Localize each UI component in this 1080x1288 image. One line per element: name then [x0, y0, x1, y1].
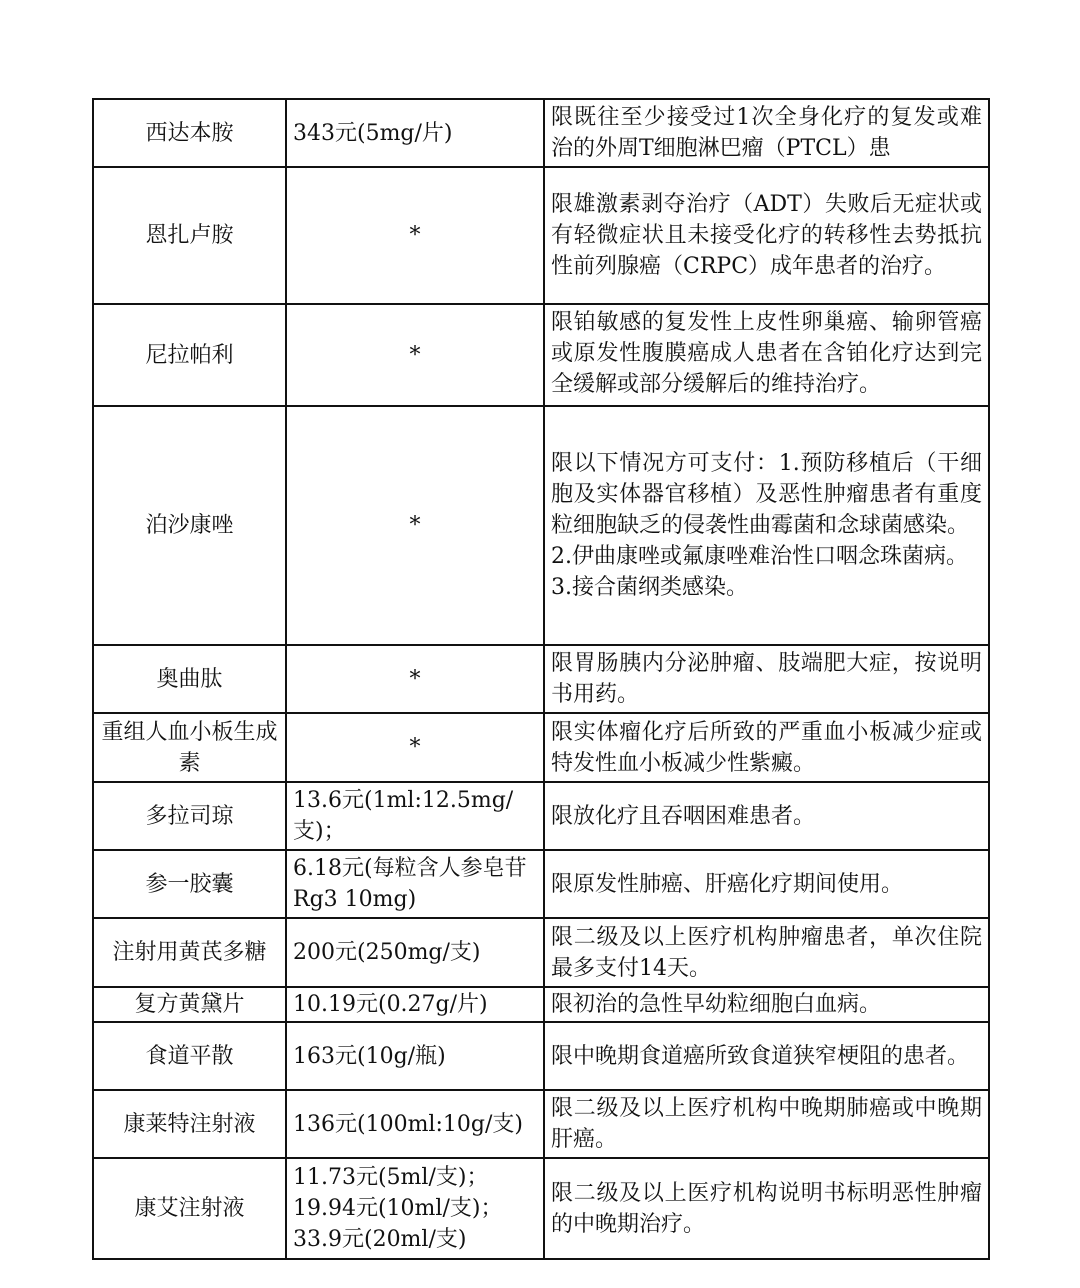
drug-name: 多拉司琼	[93, 782, 286, 850]
drug-price: 136元(100ml:10g/支)	[286, 1090, 544, 1158]
condition-text: 限既往至少接受过1次全身化疗的复发或难治的外周T细胞淋巴瘤（PTCL）患	[551, 105, 982, 161]
condition-text: 限铂敏感的复发性上皮性卵巢癌、输卵管癌或原发性腹膜癌成人患者在含铂化疗达到完全缓解或部分缓解后的维持治疗。	[551, 310, 982, 397]
drug-price: 343元(5mg/片)	[286, 99, 544, 167]
drug-name: 参一胶囊	[93, 850, 286, 918]
price-line-1: 11.73元(5ml/支)；	[293, 1165, 489, 1190]
table-row	[93, 1022, 989, 1090]
drug-name: 注射用黄芪多糖	[93, 918, 286, 987]
table-row	[93, 1090, 989, 1158]
payment-condition: 限雄激素剥夺治疗（ADT）失败后无症状或有轻微症状且未接受化疗的转移性去势抵抗性前列腺癌（CRPC）成年患者的治疗。	[544, 167, 989, 304]
drug-price	[286, 1158, 544, 1259]
drug-name: 奥曲肽	[93, 645, 286, 713]
drug-name: 重组人血小板生成素	[93, 713, 286, 782]
table-row	[93, 99, 989, 167]
payment-condition	[544, 304, 989, 406]
drug-name: 泊沙康唑	[93, 406, 286, 645]
payment-condition	[544, 406, 989, 645]
table-row	[93, 1158, 989, 1259]
drug-name: 复方黄黛片	[93, 987, 286, 1022]
payment-condition: 限实体瘤化疗后所致的严重血小板减少症或特发性血小板减少性紫癜。	[544, 713, 989, 782]
drug-price: 10.19元(0.27g/片)	[286, 987, 544, 1022]
payment-condition	[544, 99, 989, 167]
price-line-2: 19.94元(10ml/支)；	[293, 1196, 503, 1221]
drug-price: 6.18元(每粒含人参皂苷Rg3 10mg)	[286, 850, 544, 918]
condition-line-2: 2.伊曲康唑或氟康唑难治性口咽念珠菌病。	[551, 544, 968, 569]
table-row	[93, 167, 989, 304]
table-row	[93, 918, 989, 987]
table-row	[93, 782, 989, 850]
table-row	[93, 850, 989, 918]
payment-condition: 限放化疗且吞咽困难患者。	[544, 782, 989, 850]
condition-line-3: 3.接合菌纲类感染。	[551, 575, 748, 600]
table-row	[93, 987, 989, 1022]
drug-price: *	[286, 713, 544, 782]
drug-price: 200元(250mg/支)	[286, 918, 544, 987]
payment-condition: 限原发性肺癌、肝癌化疗期间使用。	[544, 850, 989, 918]
drug-price: 163元(10g/瓶)	[286, 1022, 544, 1090]
drug-price: 13.6元(1ml:12.5mg/支)；	[286, 782, 544, 850]
drug-price: *	[286, 406, 544, 645]
payment-condition: 限初治的急性早幼粒细胞白血病。	[544, 987, 989, 1022]
table-row	[93, 645, 989, 713]
condition-line-1: 限以下情况方可支付：1.预防移植后（干细胞及实体器官移植）及恶性肿瘤患者有重度粒细胞缺乏的侵袭性曲霉菌和念球菌感染。	[551, 451, 982, 538]
drug-price: *	[286, 645, 544, 713]
drug-price: *	[286, 167, 544, 304]
drug-name: 食道平散	[93, 1022, 286, 1090]
table-row	[93, 713, 989, 782]
payment-condition: 限二级及以上医疗机构中晚期肺癌或中晚期肝癌。	[544, 1090, 989, 1158]
payment-condition: 限二级及以上医疗机构肿瘤患者，单次住院最多支付14天。	[544, 918, 989, 987]
drug-table	[92, 98, 990, 1260]
drug-name: 康莱特注射液	[93, 1090, 286, 1158]
payment-condition: 限中晚期食道癌所致食道狭窄梗阻的患者。	[544, 1022, 989, 1090]
drug-name: 康艾注射液	[93, 1158, 286, 1259]
drug-name: 恩扎卢胺	[93, 167, 286, 304]
drug-name: 尼拉帕利	[93, 304, 286, 406]
drug-name: 西达本胺	[93, 99, 286, 167]
table-row	[93, 304, 989, 406]
payment-condition: 限二级及以上医疗机构说明书标明恶性肿瘤的中晚期治疗。	[544, 1158, 989, 1259]
table-row	[93, 406, 989, 645]
price-line-3: 33.9元(20ml/支)	[293, 1227, 467, 1252]
drug-price: *	[286, 304, 544, 406]
payment-condition: 限胃肠胰内分泌肿瘤、肢端肥大症，按说明书用药。	[544, 645, 989, 713]
